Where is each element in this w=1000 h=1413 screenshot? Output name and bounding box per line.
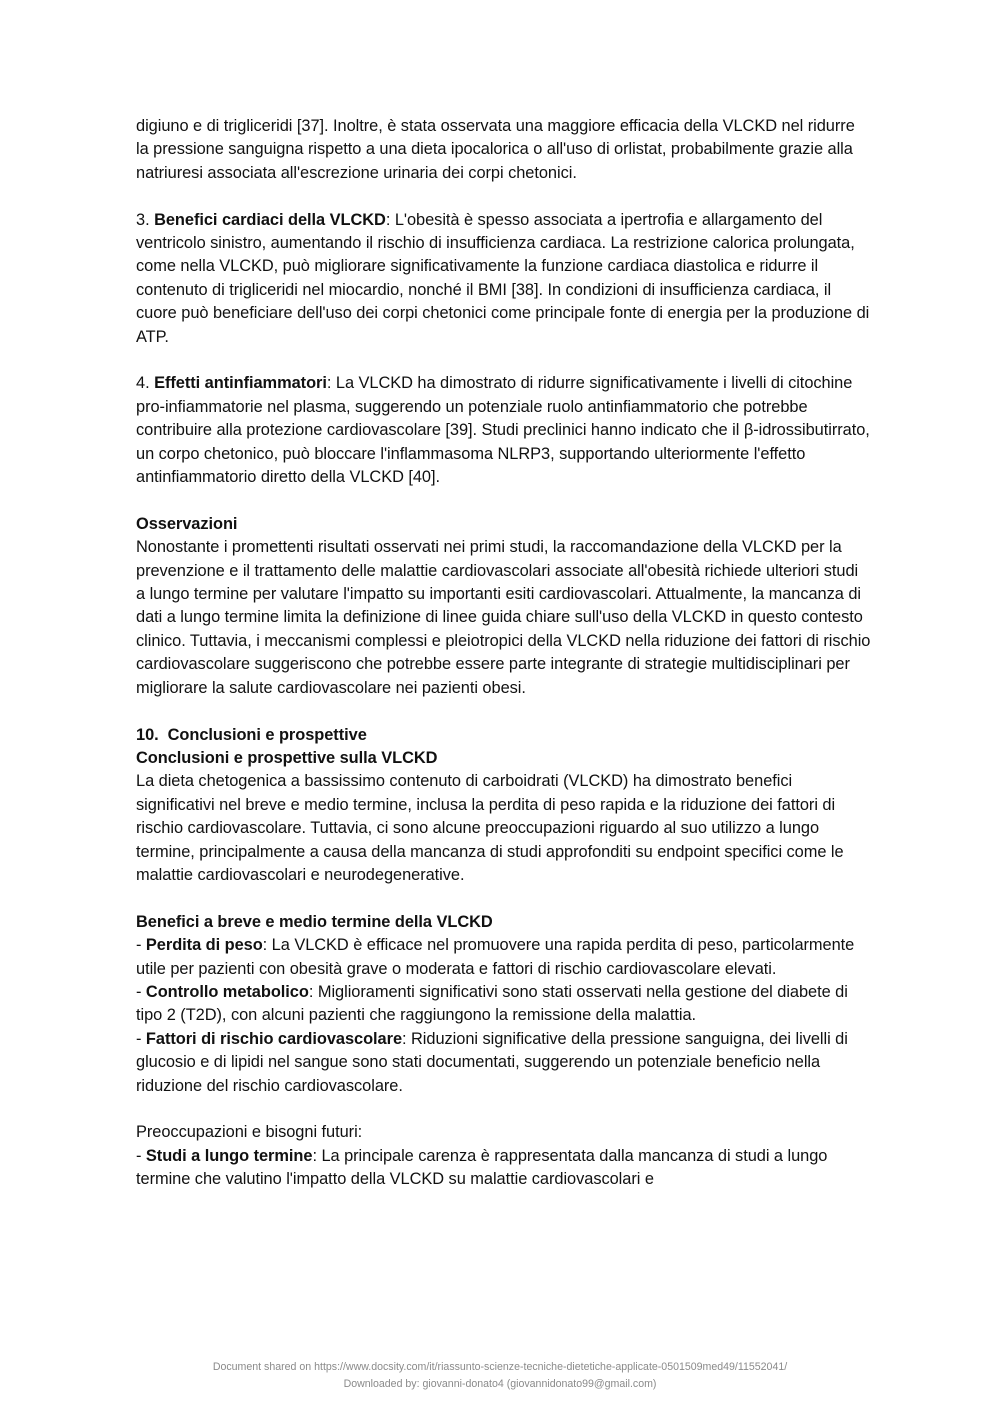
bullet-dash: -	[136, 1029, 146, 1048]
benefit-text: : Riduzioni significative della pressione sanguigna, dei livelli di glucosio e di lipidi nel sangue sono stati documentati, suggerendo un potenziale beneficio nella riduzione del rischio cardiovascolare.	[136, 1029, 848, 1095]
benefit-text: : La VLCKD è efficace nel promuovere una rapida perdita di peso, particolarmente utile per pazienti con obesità grave o moderata e fattori di rischio cardiovascolare elevati.	[136, 936, 855, 978]
point-4-title: Effetti antinfiammatori	[154, 374, 327, 393]
benefit-item	[136, 934, 871, 981]
concern-title: Studi a lungo termine	[145, 1146, 313, 1165]
benefit-text: : Miglioramenti significativi sono stati osservati nella gestione del diabete di tipo 2 (T2D), con alcuni pazienti che raggiungono la remissione della malattia.	[136, 982, 848, 1025]
point-4-text: : La VLCKD ha dimostrato di ridurre significativamente i livelli di citochine pro-infiammatorie nel plasma, suggerendo un potenziale ruolo antinfiammatorio che potrebbe contribuire alla protezione cardiovascolare [39]. Studi preclinici hanno indicato che il β-idrossibutirrato, un corpo chetonico, può bloccare l'inflammasoma NLRP3, supportando ulteriormente l'effetto antinfiammatorio diretto della VLCKD [40].	[136, 374, 870, 487]
footer-shared-link[interactable]: Document shared on https://www.docsity.com/it/riassunto-scienze-tecniche-dietetiche-applicate-0501509med49/11552041/	[212, 1361, 788, 1373]
point-4-paragraph	[136, 372, 871, 489]
concern-text: : La principale carenza è rappresentata dalla mancanza di studi a lungo termine che valutino l'impatto della VLCKD su malattie cardiovascolari e	[136, 1146, 828, 1189]
concern-item	[136, 1145, 871, 1192]
page-body	[136, 115, 871, 1192]
benefit-title: Perdita di peso	[145, 936, 263, 955]
observations-heading	[136, 513, 871, 536]
observations-paragraph: Nonostante i promettenti risultati osservati nei primi studi, la raccomandazione della VLCKD per la prevenzione e il trattamento delle malattie cardiovascolari associate all'obesità richiede ulteriori studi a lungo termine per valutare l'impatto su importanti esiti cardiovascolari. Attualmente, la mancanza di dati a lungo termine limita la definizione di linee guida chiare sull'uso della VLCKD in questo contesto clinico. Tuttavia, i meccanismi complessi e pleiotropici della VLCKD nella riduzione dei fattori di rischio cardiovascolare suggeriscono che potrebbe essere parte integrante di strategie multidisciplinari per migliorare la salute cardiovascolare nei pazienti obesi.	[136, 538, 871, 697]
page-footer	[0, 1359, 1000, 1393]
benefit-item	[136, 1028, 871, 1098]
section-10-paragraph: La dieta chetogenica a bassissimo contenuto di carboidrati (VLCKD) ha dimostrato benefici significativi nel breve e medio termine, inclusa la perdita di peso rapida e la riduzione dei fattori di rischio cardiovascolare. Tuttavia, ci sono alcune preoccupazioni riguardo al suo utilizzo a lungo termine, principalmente a causa della mancanza di studi approfonditi su endpoint specifici come le malattie cardiovascolari e neurodegenerative.	[136, 772, 844, 884]
benefit-title: Controllo metabolico	[145, 982, 309, 1001]
benefit-title: Fattori di rischio cardiovascolare	[145, 1029, 403, 1048]
section-10-heading-text: 10. Conclusioni e prospettive	[136, 725, 367, 744]
point-3-number: 3.	[136, 210, 155, 229]
bullet-dash: -	[136, 936, 146, 955]
benefits-heading-text: Benefici a breve e medio termine della VLCKD	[136, 912, 493, 931]
intro-paragraph: digiuno e di trigliceridi [37]. Inoltre, è stata osservata una maggiore efficacia della VLCKD nel ridurre la pressione sanguigna rispetto a una dieta ipocalorica o all'uso di orlistat, probabilmente grazie alla natriuresi associata all'escrezione urinaria dei corpi chetonici.	[136, 117, 855, 182]
bullet-dash: -	[136, 1146, 146, 1165]
observations-heading-text: Osservazioni	[136, 514, 238, 533]
benefit-item	[136, 981, 871, 1028]
point-4-number: 4.	[136, 374, 155, 393]
point-3-paragraph	[136, 209, 871, 349]
point-3-text: : L'obesità è spesso associata a ipertrofia e allargamento del ventricolo sinistro, aumentando il rischio di insufficienza cardiaca. La restrizione calorica prolungata, come nella VLCKD, può migliorare significativamente la funzione cardiaca diastolica e ridurre il contenuto di trigliceridi nel miocardio, nonché il BMI [38]. In condizioni di insufficienza cardiaca, il cuore può beneficiare dell'uso dei corpi chetonici come principale fonte di energia per la produzione di ATP.	[136, 210, 870, 346]
section-10-subheading	[136, 747, 871, 770]
point-3-title: Benefici cardiaci della VLCKD	[154, 210, 386, 229]
bullet-dash: -	[136, 982, 146, 1001]
concerns-heading: Preoccupazioni e bisogni futuri:	[136, 1123, 363, 1142]
footer-downloaded-by: Downloaded by: giovanni-donato4 (giovannidonato99@gmail.com)	[343, 1378, 657, 1390]
section-10-heading	[136, 724, 871, 747]
section-10-subheading-text: Conclusioni e prospettive sulla VLCKD	[136, 748, 438, 767]
benefits-heading	[136, 911, 871, 934]
